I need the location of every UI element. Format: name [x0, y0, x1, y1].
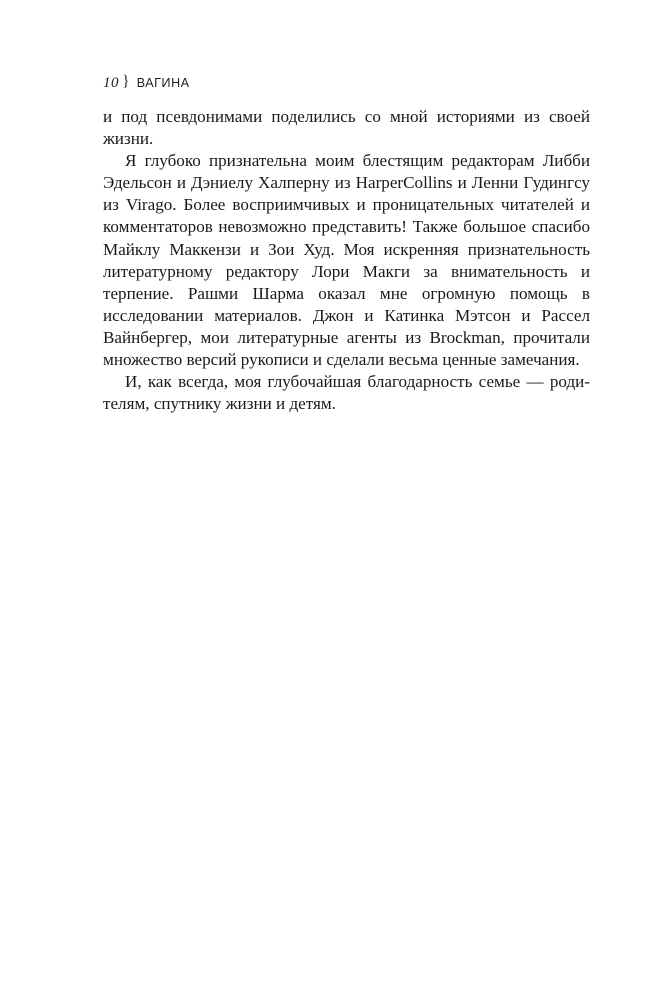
paragraph-family-thanks: И, как всегда, моя глубочайшая благодарность семье — родителям, спутнику жизни и детям.	[103, 372, 590, 414]
paragraph-continuation: и под псевдонимами поделились со мной историями из своей жизни.	[103, 107, 590, 149]
page-number: 10	[103, 74, 119, 91]
body-text	[103, 106, 590, 415]
running-header	[103, 74, 190, 92]
paragraph-acknowledgements: Я глубоко признательна моим блестящим редакторам Либби Эдельсон и Дэниелу Халперну из HarperCollins и Ленни Гудингсу из Virago. Более восприимчивых и проницательных читателей и комментаторов невозможно представить! Также большое спасибо Майклу Маккензи и Зои Худ. Моя искренняя признательность литературному редактору Лори Макги за внимательность и терпение. Рашми Шарма оказал мне огромную помощь в исследовании материалов. Джон и Катинка Мэтсон и Рассел Вайнбергер, мои литературные агенты из Brockman, прочитали множество версий рукописи и сделали весьма ценные замечания.	[103, 151, 590, 370]
running-title: ВАГИНА	[136, 76, 190, 90]
header-separator: }	[122, 73, 130, 90]
